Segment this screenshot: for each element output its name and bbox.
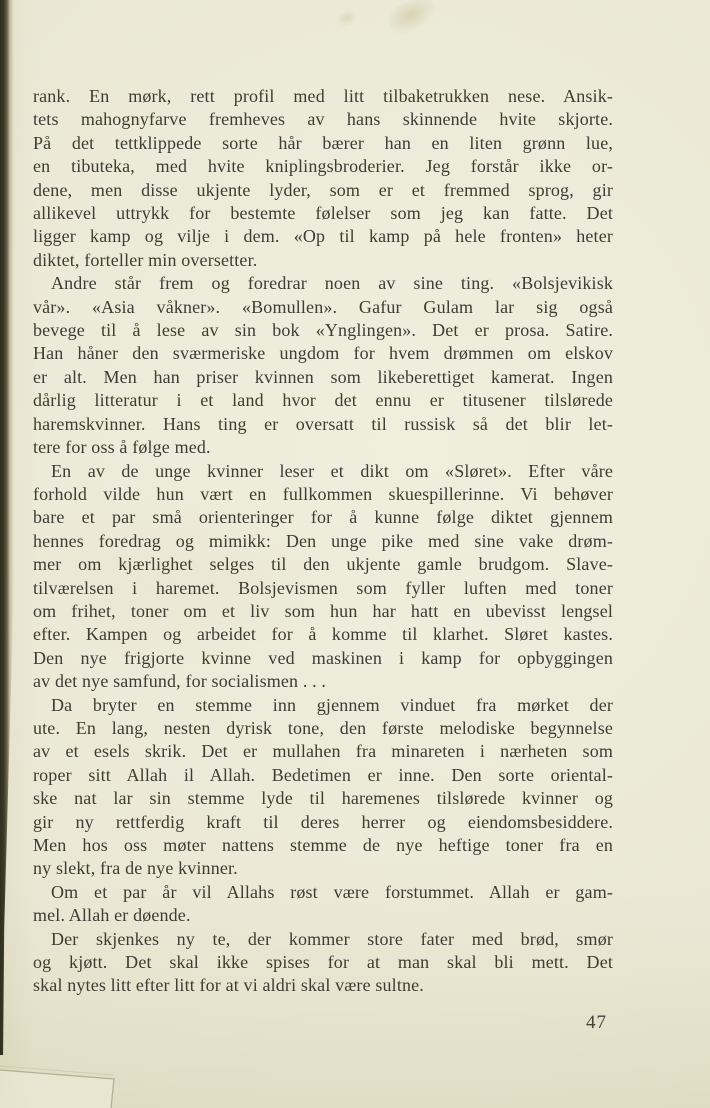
text-line: haremskvinner. Hans ting er oversatt til russisk så det blir let- xyxy=(33,413,613,434)
text-line: tere for oss å følge med. xyxy=(33,437,211,458)
text-line: ute. En lang, nesten dyrisk tone, den første melodiske begynnelse xyxy=(33,717,613,738)
text-line: vår». «Asia våkner». «Bomullen». Gafur Gulam lar sig også xyxy=(33,296,613,317)
text-line: mel. Allah er døende. xyxy=(33,905,191,926)
text-line: skal nytes litt efter litt for at vi aldri skal være sultne. xyxy=(33,975,424,996)
text-line: gir ny rettferdig kraft til deres herrer og eiendomsbesiddere. xyxy=(33,811,613,832)
text-line: diktet, forteller min oversetter. xyxy=(33,249,258,270)
text-line: mer om kjærlighet selges til den ukjente gamle brudgom. Slave- xyxy=(33,554,613,575)
paragraph xyxy=(33,928,613,998)
text-line: ny slekt, fra de nye kvinner. xyxy=(33,858,238,879)
text-line: om frihet, toner om et liv som hun har hatt en ubevisst lengsel xyxy=(33,600,613,621)
text-line: bare et par små orienteringer for å kunne følge diktet gjennem xyxy=(33,507,613,528)
text-line: Den nye frigjorte kvinne ved maskinen i kamp for opbyggingen xyxy=(33,647,613,668)
paragraph xyxy=(33,272,613,459)
paragraph xyxy=(33,694,613,881)
text-line: roper sitt Allah il Allah. Bedetimen er inne. Den sorte oriental- xyxy=(33,764,613,785)
paragraph xyxy=(33,85,613,272)
text-line: På det tettklippede sorte hår bærer han en liten grønn lue, xyxy=(33,132,613,153)
text-line: efter. Kampen og arbeidet for å komme til klarhet. Sløret kastes. xyxy=(33,624,613,645)
paragraph xyxy=(33,460,613,694)
text-line: Andre står frem og foredrar noen av sine ting. «Bolsjevikisk xyxy=(51,273,613,294)
page-text xyxy=(33,85,613,1034)
text-line: dene, men disse ukjente lyder, som er et fremmed sprog, gir xyxy=(33,179,613,200)
text-line: Men hos oss møter nattens stemme de nye heftige toner fra en xyxy=(33,835,613,855)
text-line: bevege til å lese av sin bok «Ynglingen». Det er prosa. Satire. xyxy=(33,320,613,341)
text-line: Der skjenkes ny te, der kommer store fater med brød, smør xyxy=(51,928,613,949)
paragraph xyxy=(33,881,613,928)
text-line: ske nat lar sin stemme lyde til haremenes tilslørede kvinner og xyxy=(33,788,613,809)
text-line: forhold vilde hun vært en fullkommen skuespillerinne. Vi behøver xyxy=(33,483,613,504)
text-line: tilværelsen i haremet. Bolsjevismen som fyller luften med toner xyxy=(33,577,613,598)
text-line: ligger kamp og vilje i dem. «Op til kamp på hele fronten» heter xyxy=(33,226,613,247)
text-line: og kjøtt. Det skal ikke spises for at man skal bli mett. Det xyxy=(33,952,613,973)
text-line: Om et par år vil Allahs røst være forstummet. Allah er gam- xyxy=(51,881,613,902)
text-line: Da bryter en stemme inn gjennem vinduet fra mørket der xyxy=(51,694,613,715)
page-number: 47 xyxy=(586,1011,607,1033)
text-line: av et esels skrik. Det er mullahen fra minareten i nærheten som xyxy=(33,741,613,762)
text-line: Han håner den sværmeriske ungdom for hvem drømmen om elskov xyxy=(33,343,613,364)
text-line: En av de unge kvinner leser et dikt om «Sløret». Efter våre xyxy=(51,460,613,481)
text-line: rank. En mørk, rett profil med litt tilbaketrukken nese. Ansik- xyxy=(33,86,613,106)
text-line: av det nye samfund, for socialismen . . . xyxy=(33,671,327,692)
text-line: tets mahognyfarve fremheves av hans skinnende hvite skjorte. xyxy=(33,109,613,130)
text-line: dårlig litteratur i et land hvor det ennu er titusener tilslørede xyxy=(33,390,613,411)
text-line: hennes foredrag og mimikk: Den unge pike med sine vake drøm- xyxy=(33,530,613,551)
text-line: en tibuteka, med hvite kniplingsbroderier. Jeg forstår ikke or- xyxy=(33,156,613,177)
text-line: er alt. Men han priser kvinnen som likeberettiget kamerat. Ingen xyxy=(33,366,613,387)
text-line: allikevel uttrykk for bestemte følelser som jeg kan fatte. Det xyxy=(33,203,613,224)
